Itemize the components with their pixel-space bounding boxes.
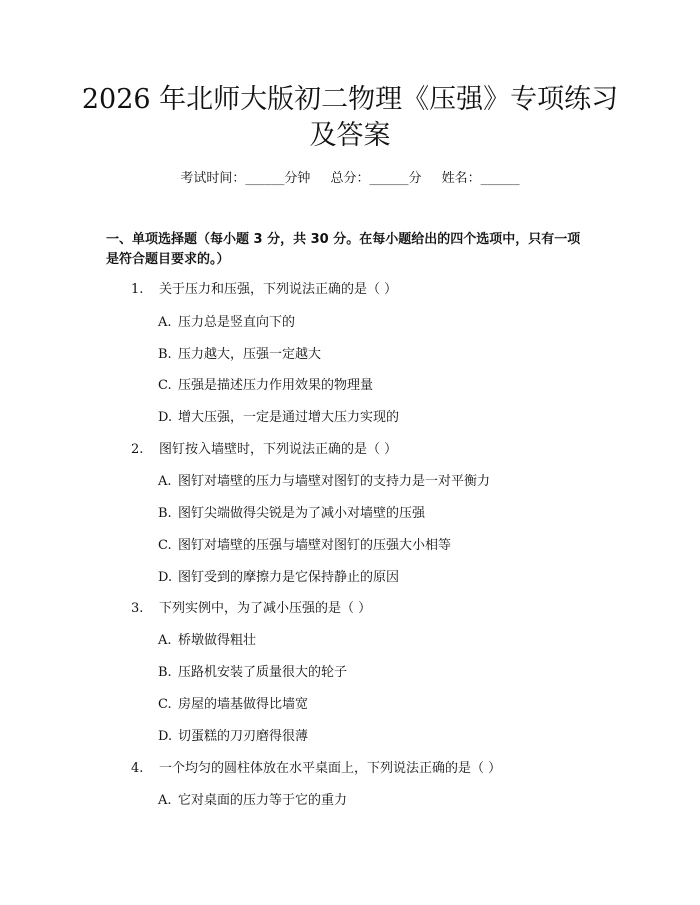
question-number: 4. xyxy=(131,761,144,776)
page-title-line2: 及答案 xyxy=(309,120,391,151)
option-label: C. xyxy=(158,538,172,553)
question-2-option-b xyxy=(158,505,425,523)
question-3-option-c xyxy=(158,696,308,714)
option-label: D. xyxy=(158,729,173,744)
option-text: 图钉尖端做得尖锐是为了减小对墙壁的压强 xyxy=(178,506,426,521)
option-text: 压力总是竖直向下的 xyxy=(178,315,296,330)
option-label: C. xyxy=(158,378,172,393)
option-label: D. xyxy=(158,570,173,585)
question-4 xyxy=(131,760,501,778)
option-label: A. xyxy=(158,793,172,808)
question-stem: 图钉按入墙壁时，下列说法正确的是（ ） xyxy=(159,442,398,457)
exam-meta xyxy=(0,170,700,188)
exam-time-field: 考试时间：______分钟 xyxy=(180,171,311,186)
student-name-field: 姓名：______ xyxy=(441,171,520,186)
option-text: 增大压强，一定是通过增大压力实现的 xyxy=(178,410,400,425)
question-1-option-d xyxy=(158,409,399,427)
option-label: B. xyxy=(158,506,172,521)
question-2 xyxy=(131,441,397,459)
question-stem: 关于压力和压强，下列说法正确的是（ ） xyxy=(159,282,398,297)
question-1-option-a xyxy=(158,314,295,332)
option-label: A. xyxy=(158,633,172,648)
option-text: 压强是描述压力作用效果的物理量 xyxy=(178,378,374,393)
option-text: 压路机安装了质量很大的轮子 xyxy=(178,665,348,680)
question-2-option-a xyxy=(158,473,490,491)
option-text: 桥墩做得粗壮 xyxy=(178,633,257,648)
question-stem: 下列实例中，为了减小压强的是（ ） xyxy=(159,601,372,616)
total-score-field: 总分：______分 xyxy=(330,171,422,186)
question-1 xyxy=(131,281,397,299)
question-stem: 一个均匀的圆柱体放在水平桌面上，下列说法正确的是（ ） xyxy=(159,761,502,776)
question-2-option-d xyxy=(158,569,399,587)
page-title-line1: 2026 年北师大版初二物理《压强》专项练习 xyxy=(81,84,619,115)
option-text: 切蛋糕的刀刃磨得很薄 xyxy=(178,729,309,744)
option-label: B. xyxy=(158,347,172,362)
option-text: 图钉受到的摩擦力是它保持静止的原因 xyxy=(178,570,400,585)
option-text: 图钉对墙壁的压强与墙壁对图钉的压强大小相等 xyxy=(178,538,452,553)
option-label: C. xyxy=(158,697,172,712)
option-text: 压力越大，压强一定越大 xyxy=(178,347,322,362)
option-text: 图钉对墙壁的压力与墙壁对图钉的支持力是一对平衡力 xyxy=(178,474,491,489)
option-label: D. xyxy=(158,410,173,425)
question-number: 2. xyxy=(131,442,144,457)
question-3-option-b xyxy=(158,664,347,682)
question-number: 1. xyxy=(131,282,144,297)
question-number: 3. xyxy=(131,601,144,616)
question-1-option-c xyxy=(158,377,373,395)
option-label: B. xyxy=(158,665,172,680)
question-3-option-a xyxy=(158,632,256,650)
question-2-option-c xyxy=(158,537,451,555)
option-label: A. xyxy=(158,474,172,489)
question-3 xyxy=(131,600,371,618)
option-text: 房屋的墙基做得比墙宽 xyxy=(178,697,309,712)
option-label: A. xyxy=(158,315,172,330)
question-4-option-a xyxy=(158,792,347,810)
question-3-option-d xyxy=(158,728,308,746)
section-heading-line2: 是符合题目要求的。） xyxy=(106,252,230,267)
question-1-option-b xyxy=(158,346,321,364)
option-text: 它对桌面的压力等于它的重力 xyxy=(178,793,348,808)
section-heading-line1: 一、单项选择题（每小题 3 分，共 30 分。在每小题给出的四个选项中，只有一项 xyxy=(106,232,581,247)
